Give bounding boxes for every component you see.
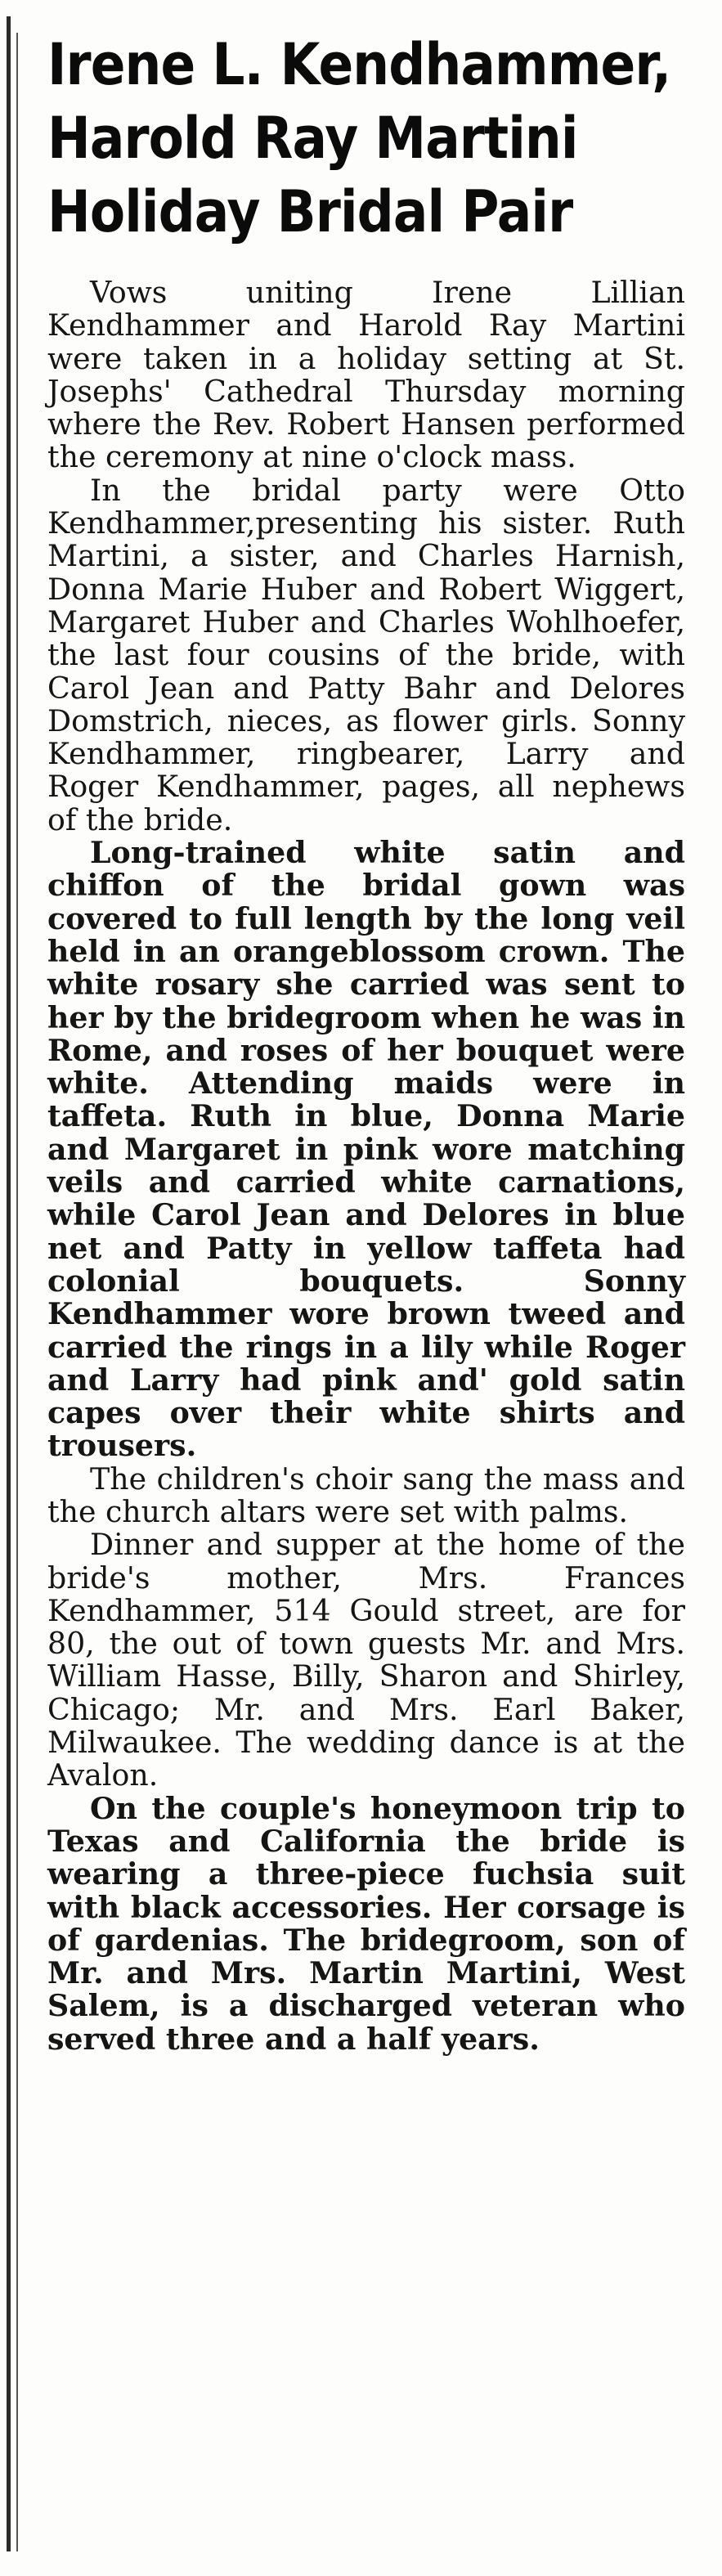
paragraph-gown: Long-trained white satin and chiffon of the bridal gown was covered to full length by the long veil held in an orangeblossom crown. The white rosary she carried was sent to her by the bridegroom when he was in Rome, and roses of her bouquet were white. Attending maids were in taffeta. Ruth in blue, Donna Marie and Margaret in pink wore matching veils and carried white carnations, while Carol Jean and Delores in blue net and Patty in yellow taffeta had colonial bouquets. Sonny Kendhammer wore brown tweed and carried the rings in a lily while Roger and Larry had pink and' gold satin capes over their white shirts and trousers.	[47, 835, 685, 1464]
headline-line-3: Holiday Bridal Pair	[47, 178, 573, 245]
column-rule-thin	[16, 33, 18, 2551]
column-rule	[7, 16, 11, 2551]
article	[47, 28, 685, 2056]
paragraph-vows: Vows uniting Irene Lillian Kendhammer and Harold Ray Martini were taken in a holiday setting at St. Josephs' Cathedral Thursday morning where the Rev. Robert Hansen performed the ceremony at nine o'clock mass.	[47, 275, 685, 475]
paragraph-dinner: Dinner and supper at the home of the bride's mother, Mrs. Frances Kendhammer, 514 Gould street, are for 80, the out of town guests Mr. and Mrs. William Hasse, Billy, Sharon and Shirley, Chicago; Mr. and Mrs. Earl Baker, Milwaukee. The wedding dance is at the Avalon.	[47, 1527, 685, 1793]
headline-line-2: Harold Ray Martini	[47, 105, 578, 172]
paragraph-honeymoon: On the couple's honeymoon trip to Texas and California the bride is wearing a three-piece fuchsia suit with black accessories. Her corsage is of gardenias. The bridegroom, son of Mr. and Mrs. Martin Martini, West Salem, is a discharged veteran who served three and a half years.	[47, 1790, 685, 2057]
headline-line-1: Irene L. Kendhammer,	[47, 31, 671, 98]
paragraph-choir: The children's choir sang the mass and the church altars were set with palms.	[47, 1461, 685, 1529]
headline	[47, 28, 688, 249]
paragraph-bridal-party: In the bridal party were Otto Kendhammer,presenting his sister. Ruth Martini, a sister, and Charles Harnish, Donna Marie Huber and Robert Wiggert, Margaret Huber and Charles Wohlhoefer, the last four cousins of the bride, with Carol Jean and Patty Bahr and Delores Domstrich, nieces, as flower girls. Sonny Kendhammer, ringbearer, Larry and Roger Kendhammer, pages, all nephews of the bride.	[47, 472, 685, 837]
